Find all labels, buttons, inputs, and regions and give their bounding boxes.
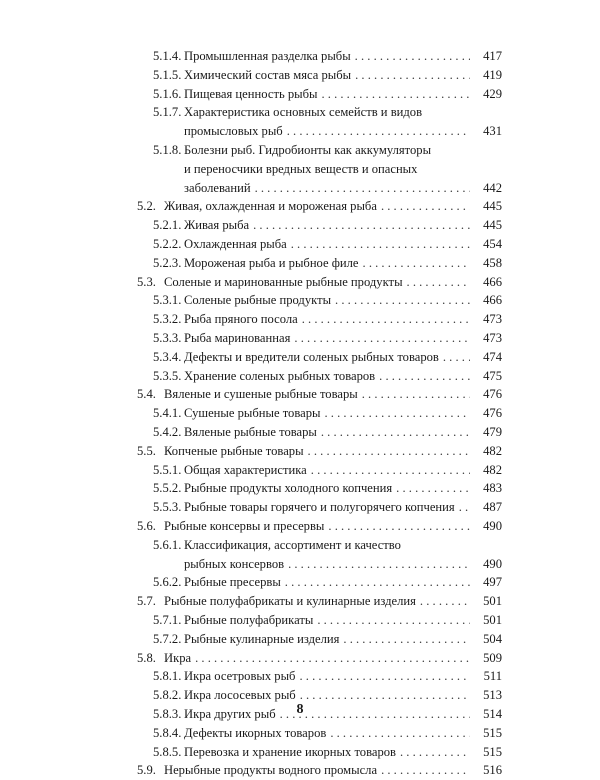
- toc-entry: [0, 310, 600, 329]
- dot-leader: [324, 404, 470, 423]
- toc-entry: [0, 536, 600, 555]
- toc-entry: [0, 216, 600, 235]
- toc-number: 5.2.: [137, 199, 156, 214]
- toc-page-number: 473: [483, 312, 502, 327]
- toc-entry: [0, 667, 600, 686]
- toc-title: Живая, охлажденная и мороженая рыба: [164, 199, 377, 214]
- toc-number: 5.8.2.: [153, 688, 182, 703]
- toc-entry: [0, 517, 600, 536]
- toc-page-number: 466: [483, 293, 502, 308]
- toc-page-number: 487: [483, 500, 502, 515]
- dot-leader: [302, 310, 470, 329]
- toc-page-number: 454: [483, 237, 502, 251]
- dot-leader: [195, 649, 470, 668]
- toc-line: [153, 667, 474, 686]
- toc-number: 5.6.: [137, 519, 156, 533]
- toc-number: 5.8.1.: [153, 669, 182, 684]
- dot-leader: [443, 348, 470, 367]
- toc-line: [184, 122, 474, 141]
- toc-line: [153, 66, 474, 85]
- toc-number: 5.8.3.: [153, 707, 182, 721]
- toc-line: [153, 141, 474, 160]
- toc-entry: [0, 47, 600, 66]
- dot-leader: [407, 273, 470, 292]
- toc-line: [153, 724, 474, 743]
- toc-page-number: 445: [483, 199, 502, 214]
- toc-line: [137, 273, 474, 292]
- toc-number: 5.3.2.: [153, 312, 182, 327]
- toc-title: Рыбные товары горячего и полугорячего копчения: [184, 500, 455, 515]
- toc-entry: [0, 761, 600, 780]
- toc-page-number: 476: [483, 406, 502, 421]
- toc-entry: [0, 442, 600, 461]
- dot-leader: [335, 291, 470, 310]
- toc-number: 5.1.8.: [153, 143, 182, 157]
- toc-page-number: 511: [483, 669, 502, 684]
- toc-title: рыбных консервов: [184, 556, 285, 571]
- toc-page-number: 475: [483, 368, 502, 383]
- toc-number: 5.5.1.: [153, 462, 182, 477]
- toc-title: Дефекты и вредители соленых рыбных товаров: [184, 349, 439, 364]
- toc-entry: [0, 423, 600, 442]
- toc-entry: [0, 197, 600, 216]
- dot-leader: [379, 367, 470, 386]
- toc-number: 5.1.4.: [153, 49, 182, 63]
- toc-page-number: 419: [483, 67, 502, 82]
- toc-line: [153, 85, 474, 104]
- toc-line: [153, 423, 474, 442]
- dot-leader: [291, 235, 470, 254]
- toc-number: 5.2.1.: [153, 218, 182, 233]
- toc-title: Икра: [164, 650, 192, 665]
- toc-page-number: 458: [483, 255, 502, 270]
- toc-entry: [0, 160, 600, 179]
- toc-number: 5.1.7.: [153, 105, 182, 120]
- toc-entry: [0, 592, 600, 611]
- toc-line: [137, 761, 474, 780]
- dot-leader: [285, 573, 470, 592]
- toc-title: Соленые рыбные продукты: [184, 293, 332, 308]
- toc-number: 5.3.: [137, 274, 156, 289]
- toc-title: Копченые рыбные товары: [164, 443, 304, 458]
- toc-number: 5.9.: [137, 763, 156, 778]
- toc-entry: [0, 573, 600, 592]
- dot-leader: [420, 592, 470, 611]
- toc-title: Икра других рыб: [184, 707, 276, 721]
- toc-page-number: 514: [483, 707, 502, 721]
- toc-entry: [0, 479, 600, 498]
- dot-leader: [253, 216, 470, 235]
- toc-number: 5.5.: [137, 443, 156, 458]
- toc-title: Рыбные продукты холодного копчения: [184, 481, 393, 496]
- dot-leader: [362, 385, 470, 404]
- toc-line: [137, 592, 474, 611]
- toc-page-number: 479: [483, 425, 502, 439]
- dot-leader: [287, 122, 470, 141]
- toc-title: Классификация, ассортимент и качество: [184, 537, 401, 552]
- toc-number: 5.6.1.: [153, 537, 182, 552]
- toc-entry: [0, 66, 600, 85]
- toc-title: Болезни рыб. Гидробионты как аккумуляторы: [184, 143, 432, 157]
- toc-page-number: 431: [483, 124, 502, 139]
- toc-page-number: 504: [483, 631, 502, 646]
- toc-title: Живая рыба: [184, 218, 250, 233]
- toc-entry: [0, 103, 600, 122]
- toc-page-number: 515: [483, 744, 502, 759]
- toc-entry: [0, 649, 600, 668]
- dot-leader: [255, 179, 470, 198]
- dot-leader: [396, 479, 470, 498]
- toc-number: 5.1.6.: [153, 86, 182, 101]
- toc-number: 5.3.4.: [153, 349, 182, 364]
- toc-page-number: 516: [483, 763, 502, 778]
- toc-title: заболеваний: [184, 180, 251, 195]
- toc-number: 5.8.4.: [153, 725, 182, 740]
- toc-page-number: 417: [483, 49, 502, 63]
- toc-number: 5.3.5.: [153, 368, 182, 383]
- toc-line: [153, 291, 474, 310]
- toc-number: 5.7.2.: [153, 631, 182, 646]
- toc-page-number: 482: [483, 443, 502, 458]
- toc-number: 5.2.2.: [153, 237, 182, 251]
- toc-entry: [0, 291, 600, 310]
- toc-title: Рыбные полуфабрикаты и кулинарные изделия: [164, 594, 416, 609]
- toc-title: и переносчики вредных веществ и опасных: [184, 161, 418, 176]
- toc-number: 5.5.2.: [153, 481, 182, 496]
- toc-number: 5.2.3.: [153, 255, 182, 270]
- dot-leader: [317, 611, 470, 630]
- toc-title: Вяленые и сушеные рыбные товары: [164, 387, 358, 402]
- dot-leader: [355, 66, 470, 85]
- toc-entry: [0, 329, 600, 348]
- toc-entry: [0, 122, 600, 141]
- toc-line: [153, 367, 474, 386]
- toc-page-number: 501: [483, 613, 502, 627]
- toc-title: Рыбные консервы и пресервы: [164, 519, 325, 533]
- dot-leader: [294, 329, 470, 348]
- page-number: 8: [296, 702, 304, 717]
- toc-entry: [0, 273, 600, 292]
- dot-leader: [381, 197, 470, 216]
- toc-line: [137, 385, 474, 404]
- toc-line: [153, 310, 474, 329]
- toc-entry: [0, 555, 600, 574]
- toc-page-number: 490: [483, 556, 502, 571]
- toc-page-number: 509: [483, 650, 502, 665]
- toc-title: промысловых рыб: [184, 124, 283, 139]
- toc-entry: [0, 461, 600, 480]
- toc-entry: [0, 611, 600, 630]
- toc-line: [153, 329, 474, 348]
- toc-title: Перевозка и хранение икорных товаров: [184, 744, 396, 759]
- toc-line: [153, 103, 474, 122]
- toc-entry: [0, 724, 600, 743]
- toc-line: [153, 498, 474, 517]
- toc-entry: [0, 367, 600, 386]
- toc-title: Общая характеристика: [184, 462, 307, 477]
- toc-entry: [0, 235, 600, 254]
- dot-leader: [343, 630, 470, 649]
- toc-title: Сушеные рыбные товары: [184, 406, 321, 421]
- dot-leader: [363, 254, 470, 273]
- toc-page-number: 483: [483, 481, 502, 496]
- dot-leader: [321, 423, 470, 442]
- toc-entry: [0, 348, 600, 367]
- toc-entry: [0, 743, 600, 762]
- toc-line: [153, 743, 474, 762]
- toc-number: 5.8.5.: [153, 744, 182, 759]
- toc-number: 5.6.2.: [153, 575, 182, 590]
- toc-page-number: 474: [483, 349, 502, 364]
- dot-leader: [400, 743, 470, 762]
- toc-number: 5.4.1.: [153, 406, 182, 421]
- toc-title: Пищевая ценность рыбы: [184, 86, 318, 101]
- toc-title: Мороженая рыба и рыбное филе: [184, 255, 359, 270]
- toc-number: 5.8.: [137, 650, 156, 665]
- dot-leader: [299, 667, 470, 686]
- toc-line: [153, 47, 474, 66]
- toc-line: [153, 254, 474, 273]
- toc-title: Нерыбные продукты водного промысла: [164, 763, 378, 778]
- dot-leader: [311, 461, 470, 480]
- toc-line: [153, 461, 474, 480]
- toc-line: [153, 235, 474, 254]
- toc-entry: [0, 141, 600, 160]
- toc-page-number: 476: [483, 387, 502, 402]
- toc-title: Соленые и маринованные рыбные продукты: [164, 274, 403, 289]
- toc-page-number: 513: [483, 688, 502, 703]
- toc-entry: [0, 385, 600, 404]
- toc-title: Хранение соленых рыбных товаров: [184, 368, 376, 383]
- toc-page-number: 501: [483, 594, 502, 609]
- toc-entry: [0, 404, 600, 423]
- toc-number: 5.5.3.: [153, 500, 182, 515]
- dot-leader: [330, 724, 470, 743]
- dot-leader: [321, 85, 470, 104]
- toc-line: [137, 649, 474, 668]
- toc-entry: [0, 85, 600, 104]
- toc-title: Икра лососевых рыб: [184, 688, 296, 703]
- toc-entry: [0, 254, 600, 273]
- toc-number: 5.4.: [137, 387, 156, 402]
- toc-line: [153, 404, 474, 423]
- dot-leader: [459, 498, 470, 517]
- toc-title: Охлажденная рыба: [184, 237, 287, 251]
- toc-line: [153, 630, 474, 649]
- toc-title: Рыбные полуфабрикаты: [184, 613, 314, 627]
- toc-number: 5.3.3.: [153, 331, 182, 345]
- toc-page-number: 515: [483, 725, 502, 740]
- toc-entry: [0, 179, 600, 198]
- toc-title: Рыбные пресервы: [184, 575, 281, 590]
- toc-title: Дефекты икорных товаров: [184, 725, 327, 740]
- toc-entry: [0, 630, 600, 649]
- toc-number: 5.3.1.: [153, 293, 182, 308]
- toc-entry: [0, 498, 600, 517]
- toc-title: Рыба пряного посола: [184, 312, 298, 327]
- toc-line: [153, 479, 474, 498]
- toc-number: 5.4.2.: [153, 425, 182, 439]
- toc-number: 5.7.1.: [153, 613, 182, 627]
- toc-title: Промышленная разделка рыбы: [184, 49, 351, 63]
- dot-leader: [288, 555, 470, 574]
- toc-title: Икра осетровых рыб: [184, 669, 296, 684]
- toc-page-number: 473: [483, 331, 502, 345]
- toc-line: [184, 179, 474, 198]
- toc-line: [184, 555, 474, 574]
- toc-page-number: 482: [483, 462, 502, 477]
- dot-leader: [355, 47, 470, 66]
- toc-line: [153, 216, 474, 235]
- toc-number: 5.1.5.: [153, 67, 182, 82]
- toc-page-number: 429: [483, 86, 502, 101]
- toc-page-number: 497: [483, 575, 502, 590]
- toc-title: Характеристика основных семейств и видов: [184, 105, 423, 120]
- toc-line: [153, 611, 474, 630]
- toc-number: 5.7.: [137, 594, 156, 609]
- toc-page-number: 442: [483, 180, 502, 195]
- toc-line: [137, 197, 474, 216]
- dot-leader: [328, 517, 470, 536]
- toc-line: [184, 160, 474, 179]
- toc-page-number: 466: [483, 274, 502, 289]
- toc-title: Вяленые рыбные товары: [184, 425, 317, 439]
- toc-line: [137, 442, 474, 461]
- toc-page-number: 490: [483, 519, 502, 533]
- toc-line: [153, 536, 474, 555]
- dot-leader: [308, 442, 470, 461]
- toc-line: [153, 348, 474, 367]
- toc-line: [153, 573, 474, 592]
- toc-title: Рыба маринованная: [184, 331, 291, 345]
- toc-title: Химический состав мяса рыбы: [184, 67, 352, 82]
- toc-page-number: 445: [483, 218, 502, 233]
- toc-line: [137, 517, 474, 536]
- dot-leader: [381, 761, 470, 780]
- toc-title: Рыбные кулинарные изделия: [184, 631, 340, 646]
